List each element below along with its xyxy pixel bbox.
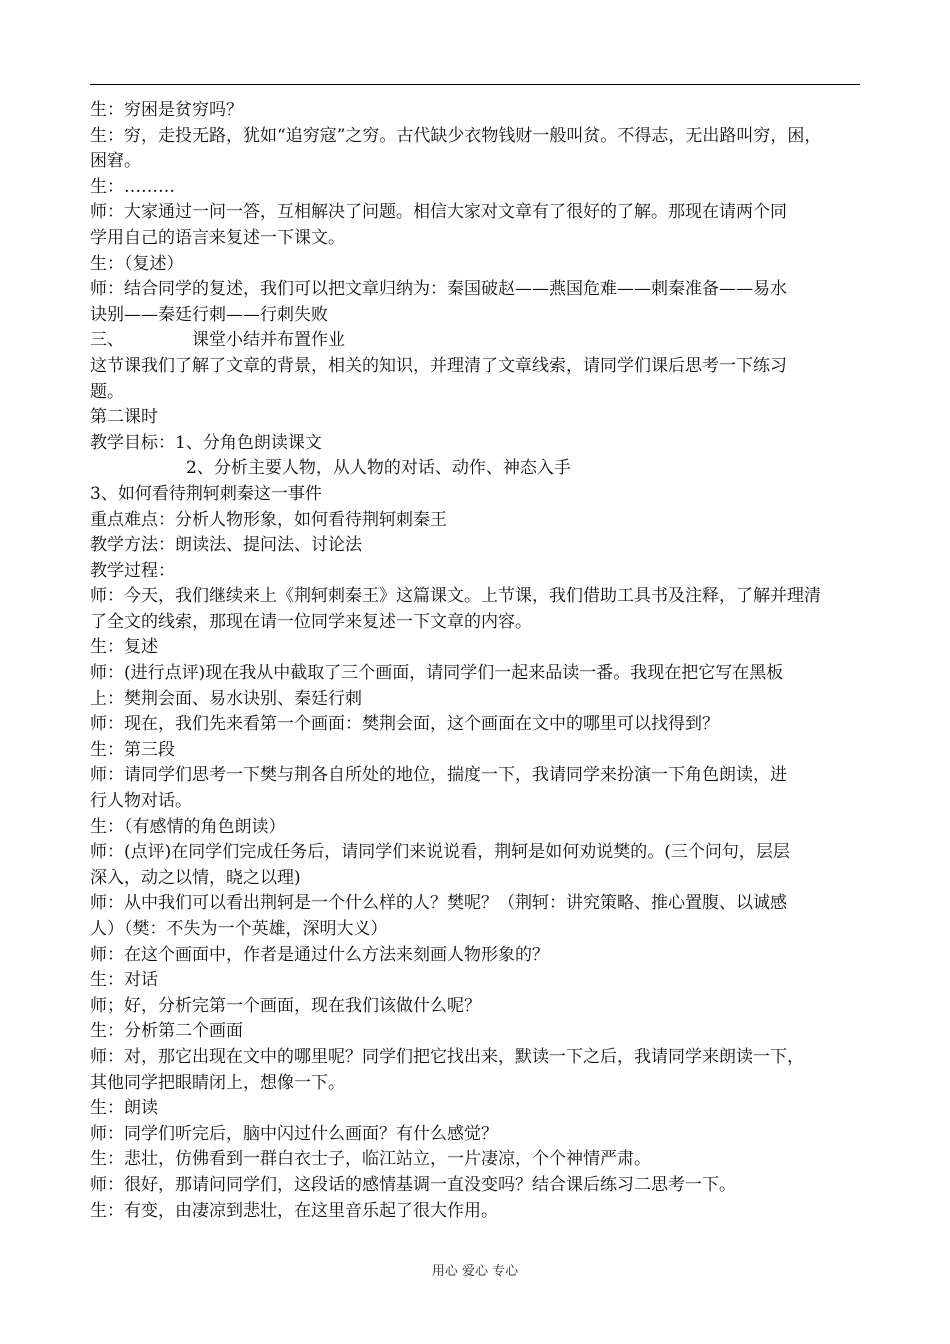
text-line: 教学过程： (90, 560, 175, 581)
text-line: 生：穷，走投无路，犹如“追穷寇”之穷。古代缺少衣物钱财一般叫贫。不得志，无出路叫穷，困， (90, 125, 822, 146)
section-title: 课堂小结并布置作业 (192, 330, 345, 351)
text-line: 重点难点：分析人物形象，如何看待荆轲刺秦王 (90, 509, 447, 530)
text-line: 教学目标：1、分角色朗读课文 (90, 432, 322, 453)
section-number: 三、 (90, 330, 124, 351)
text-line: 师：今天，我们继续来上《荆轲刺秦王》这篇课文。上节课，我们借助工具书及注释，了解并理清 (90, 586, 821, 607)
text-line: 师：请同学们思考一下樊与荆各自所处的地位，揣度一下，我请同学来扮演一下角色朗读，进 (90, 765, 787, 786)
text-line: 这节课我们了解了文章的背景，相关的知识，并理清了文章线索，请同学们课后思考一下练习 (90, 355, 787, 376)
text-line: 3、如何看待荆轲刺秦这一事件 (90, 483, 322, 504)
text-line: 生：朗读 (90, 1098, 158, 1119)
text-line: 行人物对话。 (90, 791, 192, 812)
text-line: 生：悲壮，仿佛看到一群白衣士子，临江站立，一片凄凉，个个神情严肃。 (90, 1149, 651, 1170)
text-line: 师：同学们听完后，脑中闪过什么画面？有什么感觉？ (90, 1123, 498, 1144)
text-line: 师：(点评)在同学们完成任务后，请同学们来说说看，荆轲是如何劝说樊的。(三个问句，层层 (90, 842, 790, 863)
text-line: 师：结合同学的复述，我们可以把文章归纳为：秦国破赵——燕国危难——刺秦准备——易水 (90, 279, 787, 300)
page-footer: 用心 爱心 专心 (431, 1264, 519, 1279)
text-line: 教学方法：朗读法、提问法、讨论法 (90, 535, 362, 556)
text-line: 师：从中我们可以看出荆轲是一个什么样的人？樊呢？（荆轲：讲究策略、推心置腹、以诚感 (90, 893, 787, 914)
text-line: 2、分析主要人物，从人物的对话、动作、神态入手 (186, 458, 571, 479)
text-line: 生：对话 (90, 970, 158, 991)
text-line: 生：（有感情的角色朗读） (90, 816, 286, 837)
text-line: 师：在这个画面中，作者是通过什么方法来刻画人物形象的？ (90, 944, 549, 965)
header-rule (90, 84, 860, 85)
text-line: 师：(进行点评)现在我从中截取了三个画面，请同学们一起来品读一番。我现在把它写在黑板 (90, 663, 784, 684)
text-line: 生：有变，由凄凉到悲壮，在这里音乐起了很大作用。 (90, 1200, 498, 1221)
text-line: 师；好，分析完第一个画面，现在我们该做什么呢？ (90, 995, 481, 1016)
text-line: 第二课时 (90, 407, 158, 428)
text-line: 人）（樊：不失为一个英雄，深明大义） (90, 919, 388, 939)
text-line: 了全文的线索，那现在请一位同学来复述一下文章的内容。 (90, 611, 532, 632)
text-line: 生：复述 (90, 637, 158, 658)
text-line: 困窘。 (90, 151, 141, 172)
text-line: 生：（复述） (90, 253, 184, 274)
text-line: 其他同学把眼睛闭上，想像一下。 (90, 1072, 345, 1093)
text-line: 师：现在，我们先来看第一个画面：樊荆会面，这个画面在文中的哪里可以找得到？ (90, 714, 719, 735)
document-body (90, 98, 862, 1224)
text-line: 生：穷困是贫穷吗？ (90, 100, 243, 120)
text-line: 生：第三段 (90, 739, 175, 760)
text-line: 上：樊荆会面、易水诀别、秦廷行刺 (90, 688, 362, 709)
text-line: 师：大家通过一问一答，互相解决了问题。相信大家对文章有了很好的了解。那现在请两个同 (90, 202, 787, 223)
text-line: 师：对，那它出现在文中的哪里呢？同学们把它找出来，默读一下之后，我请同学来朗读一下， (90, 1046, 804, 1067)
text-line: 学用自己的语言来复述一下课文。 (90, 227, 345, 248)
text-line: 师：很好，那请问同学们，这段话的感情基调一直没变吗？结合课后练习二思考一下。 (90, 1174, 736, 1195)
text-line: 生：分析第二个画面 (90, 1021, 243, 1042)
text-line: 生：……… (90, 176, 175, 197)
text-line (90, 328, 862, 354)
text-line: 诀别——秦廷行刺——行刺失败 (90, 304, 328, 325)
text-line: 深入，动之以情，晓之以理) (90, 867, 301, 888)
text-line: 题。 (90, 381, 124, 402)
